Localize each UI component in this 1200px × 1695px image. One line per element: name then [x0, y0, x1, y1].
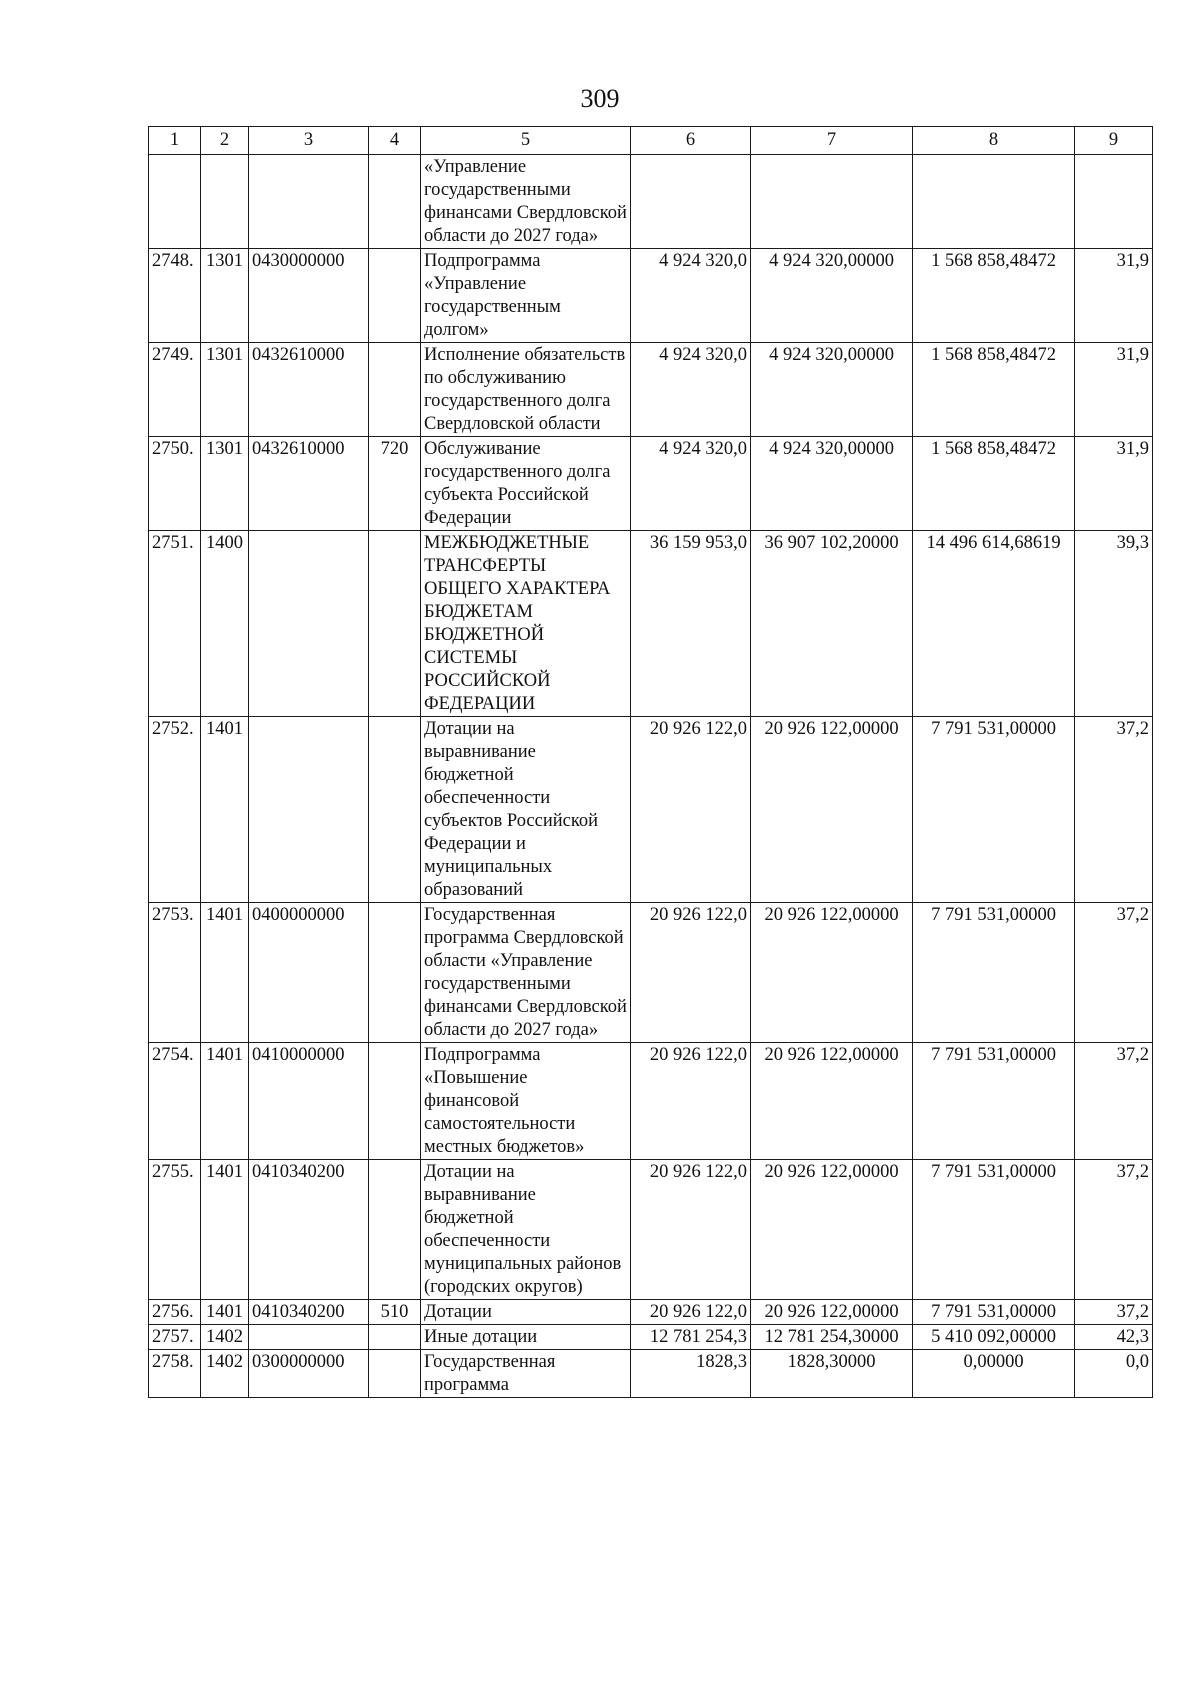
section-code-cell: 1401	[201, 717, 249, 903]
item-name-cell: Дотации	[421, 1300, 631, 1325]
revised-amount-cell: 20 926 122,00000	[751, 903, 913, 1043]
table-row	[149, 1325, 1153, 1350]
table-row	[149, 1160, 1153, 1300]
row-number-cell	[149, 155, 201, 249]
target-code-cell: 0432610000	[249, 343, 369, 437]
target-code-cell: 0430000000	[249, 249, 369, 343]
table-row	[149, 155, 1153, 249]
approved-amount-cell: 36 159 953,0	[631, 531, 751, 717]
section-code-cell	[201, 155, 249, 249]
approved-amount-cell: 4 924 320,0	[631, 343, 751, 437]
table-row	[149, 1043, 1153, 1160]
expense-type-cell: 510	[369, 1300, 421, 1325]
row-number-cell: 2751.	[149, 531, 201, 717]
approved-amount-cell: 1828,3	[631, 1350, 751, 1398]
expense-type-cell	[369, 531, 421, 717]
revised-amount-cell: 4 924 320,00000	[751, 437, 913, 531]
executed-amount-cell: 7 791 531,00000	[913, 717, 1075, 903]
budget-table	[148, 126, 1153, 1398]
row-number-cell: 2752.	[149, 717, 201, 903]
expense-type-cell	[369, 1160, 421, 1300]
approved-amount-cell: 20 926 122,0	[631, 1300, 751, 1325]
target-code-cell: 0400000000	[249, 903, 369, 1043]
item-name-cell: Государственная программа	[421, 1350, 631, 1398]
section-code-cell: 1301	[201, 249, 249, 343]
item-name-cell: Дотации на выравнивание бюджетной обеспеченности муниципальных районов (городских округов)	[421, 1160, 631, 1300]
header-row	[149, 127, 1153, 155]
expense-type-cell	[369, 1043, 421, 1160]
header-col-2: 2	[201, 127, 249, 155]
percent-cell: 37,2	[1075, 903, 1153, 1043]
executed-amount-cell: 1 568 858,48472	[913, 249, 1075, 343]
section-code-cell: 1301	[201, 437, 249, 531]
revised-amount-cell: 20 926 122,00000	[751, 1043, 913, 1160]
revised-amount-cell: 20 926 122,00000	[751, 717, 913, 903]
table-row	[149, 437, 1153, 531]
section-code-cell: 1402	[201, 1350, 249, 1398]
expense-type-cell	[369, 903, 421, 1043]
target-code-cell	[249, 155, 369, 249]
revised-amount-cell: 4 924 320,00000	[751, 343, 913, 437]
percent-cell: 0,0	[1075, 1350, 1153, 1398]
approved-amount-cell: 4 924 320,0	[631, 249, 751, 343]
header-col-5: 5	[421, 127, 631, 155]
revised-amount-cell: 36 907 102,20000	[751, 531, 913, 717]
percent-cell: 37,2	[1075, 1300, 1153, 1325]
expense-type-cell: 720	[369, 437, 421, 531]
section-code-cell: 1400	[201, 531, 249, 717]
executed-amount-cell: 7 791 531,00000	[913, 1043, 1075, 1160]
table-row	[149, 717, 1153, 903]
row-number-cell: 2756.	[149, 1300, 201, 1325]
item-name-cell: Подпрограмма «Управление государственным долгом»	[421, 249, 631, 343]
executed-amount-cell: 7 791 531,00000	[913, 1300, 1075, 1325]
target-code-cell: 0300000000	[249, 1350, 369, 1398]
executed-amount-cell: 14 496 614,68619	[913, 531, 1075, 717]
approved-amount-cell: 20 926 122,0	[631, 903, 751, 1043]
revised-amount-cell: 20 926 122,00000	[751, 1300, 913, 1325]
item-name-cell: Иные дотации	[421, 1325, 631, 1350]
executed-amount-cell	[913, 155, 1075, 249]
table-row	[149, 531, 1153, 717]
revised-amount-cell: 1828,30000	[751, 1350, 913, 1398]
section-code-cell: 1401	[201, 1300, 249, 1325]
expense-type-cell	[369, 717, 421, 903]
item-name-cell: Подпрограмма «Повышение финансовой самостоятельности местных бюджетов»	[421, 1043, 631, 1160]
revised-amount-cell: 20 926 122,00000	[751, 1160, 913, 1300]
header-col-6: 6	[631, 127, 751, 155]
row-number-cell: 2748.	[149, 249, 201, 343]
expense-type-cell	[369, 1350, 421, 1398]
target-code-cell: 0410000000	[249, 1043, 369, 1160]
item-name-cell: Дотации на выравнивание бюджетной обеспеченности субъектов Российской Федерации и муниципальных образований	[421, 717, 631, 903]
percent-cell: 39,3	[1075, 531, 1153, 717]
section-code-cell: 1401	[201, 1043, 249, 1160]
approved-amount-cell: 20 926 122,0	[631, 1043, 751, 1160]
percent-cell: 37,2	[1075, 717, 1153, 903]
percent-cell: 31,9	[1075, 343, 1153, 437]
row-number-cell: 2754.	[149, 1043, 201, 1160]
item-name-cell: Обслуживание государственного долга субъекта Российской Федерации	[421, 437, 631, 531]
target-code-cell: 0432610000	[249, 437, 369, 531]
revised-amount-cell: 4 924 320,00000	[751, 249, 913, 343]
percent-cell: 37,2	[1075, 1160, 1153, 1300]
executed-amount-cell: 1 568 858,48472	[913, 437, 1075, 531]
page-number: 309	[580, 84, 620, 113]
row-number-cell: 2750.	[149, 437, 201, 531]
header-col-3: 3	[249, 127, 369, 155]
target-code-cell	[249, 1325, 369, 1350]
percent-cell: 37,2	[1075, 1043, 1153, 1160]
approved-amount-cell: 12 781 254,3	[631, 1325, 751, 1350]
target-code-cell	[249, 717, 369, 903]
table-row	[149, 1300, 1153, 1325]
expense-type-cell	[369, 343, 421, 437]
executed-amount-cell: 0,00000	[913, 1350, 1075, 1398]
percent-cell: 31,9	[1075, 437, 1153, 531]
revised-amount-cell	[751, 155, 913, 249]
header-col-4: 4	[369, 127, 421, 155]
target-code-cell: 0410340200	[249, 1160, 369, 1300]
row-number-cell: 2758.	[149, 1350, 201, 1398]
target-code-cell: 0410340200	[249, 1300, 369, 1325]
item-name-cell: Исполнение обязательств по обслуживанию государственного долга Свердловской области	[421, 343, 631, 437]
section-code-cell: 1401	[201, 903, 249, 1043]
section-code-cell: 1402	[201, 1325, 249, 1350]
executed-amount-cell: 5 410 092,00000	[913, 1325, 1075, 1350]
percent-cell	[1075, 155, 1153, 249]
approved-amount-cell: 20 926 122,0	[631, 717, 751, 903]
section-code-cell: 1301	[201, 343, 249, 437]
percent-cell: 42,3	[1075, 1325, 1153, 1350]
approved-amount-cell: 20 926 122,0	[631, 1160, 751, 1300]
section-code-cell: 1401	[201, 1160, 249, 1300]
expense-type-cell	[369, 249, 421, 343]
revised-amount-cell: 12 781 254,30000	[751, 1325, 913, 1350]
expense-type-cell	[369, 155, 421, 249]
header-col-8: 8	[913, 127, 1075, 155]
approved-amount-cell: 4 924 320,0	[631, 437, 751, 531]
item-name-cell: Государственная программа Свердловской области «Управление государственными финансами Свердловской области до 2027 года»	[421, 903, 631, 1043]
item-name-cell: МЕЖБЮДЖЕТНЫЕ ТРАНСФЕРТЫ ОБЩЕГО ХАРАКТЕРА БЮДЖЕТАМ БЮДЖЕТНОЙ СИСТЕМЫ РОССИЙСКОЙ ФЕДЕРАЦИИ	[421, 531, 631, 717]
executed-amount-cell: 7 791 531,00000	[913, 1160, 1075, 1300]
header-col-1: 1	[149, 127, 201, 155]
row-number-cell: 2757.	[149, 1325, 201, 1350]
row-number-cell: 2753.	[149, 903, 201, 1043]
table-row	[149, 343, 1153, 437]
header-col-9: 9	[1075, 127, 1153, 155]
item-name-cell: «Управление государственными финансами Свердловской области до 2027 года»	[421, 155, 631, 249]
approved-amount-cell	[631, 155, 751, 249]
table-row	[149, 1350, 1153, 1398]
header-col-7: 7	[751, 127, 913, 155]
executed-amount-cell: 1 568 858,48472	[913, 343, 1075, 437]
row-number-cell: 2755.	[149, 1160, 201, 1300]
table-row	[149, 249, 1153, 343]
executed-amount-cell: 7 791 531,00000	[913, 903, 1075, 1043]
table-row	[149, 903, 1153, 1043]
percent-cell: 31,9	[1075, 249, 1153, 343]
row-number-cell: 2749.	[149, 343, 201, 437]
target-code-cell	[249, 531, 369, 717]
table-body	[149, 155, 1153, 1398]
expense-type-cell	[369, 1325, 421, 1350]
